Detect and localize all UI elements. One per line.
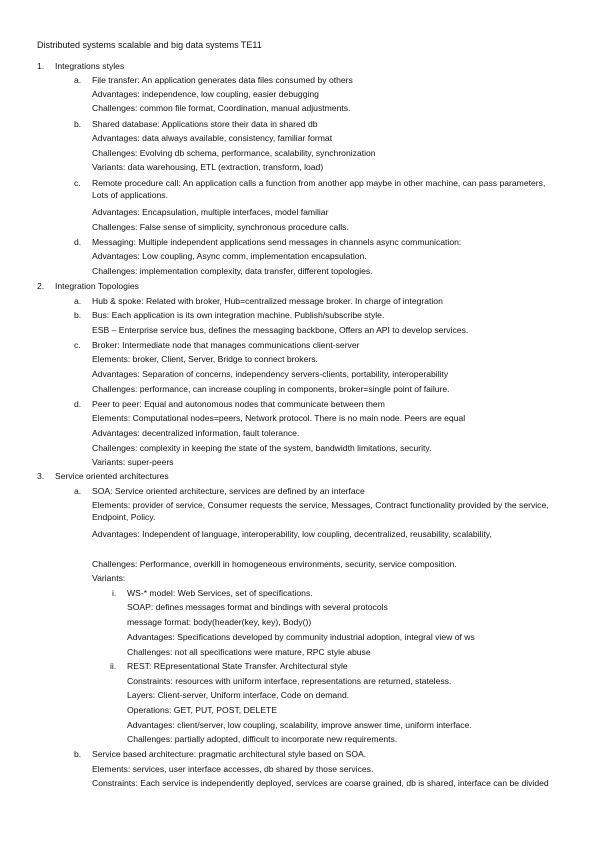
item-line: Advantages: Encapsulation, multiple interfaces, model familiar: [92, 207, 329, 217]
subitem-line: REST: REpresentational State Transfer. Architectural style: [127, 661, 348, 671]
item-line: Advantages: Independent of language, interoperability, low coupling, decentralized, reusability, scalability,: [92, 529, 492, 539]
item-letter: c.: [74, 178, 81, 188]
item-letter: b.: [74, 749, 82, 759]
item-line: Constraints: Each service is independently deployed, services are coarse grained, db is shared, interface can be divided: [92, 778, 549, 788]
section-heading: Service oriented architectures: [55, 471, 169, 481]
item-line: Elements: provider of service, Consumer requests the service, Messages, Contract functionality provided by the service, Endpoint, Policy.: [92, 500, 549, 522]
item-letter: d.: [74, 237, 82, 247]
item-line: Challenges: complexity in keeping the state of the system, bandwidth limitations, security.: [92, 443, 432, 453]
item-line: Variants: super-peers: [92, 457, 174, 467]
item-letter: b.: [74, 310, 82, 320]
subitem-line: Challenges: partially adopted, difficult to incorporate new requirements.: [127, 734, 398, 744]
item-line: Challenges: Evolving db schema, performance, scalability, synchronization: [92, 148, 376, 158]
item-letter: a.: [74, 296, 82, 306]
subitem-line: WS-* model: Web Services, set of specifications.: [127, 588, 313, 598]
item-line: Advantages: Separation of concerns, independency servers-clients, portability, interoperability: [92, 369, 449, 379]
item-line: Challenges: False sense of simplicity, synchronous procedure calls.: [92, 222, 349, 232]
item-line: Peer to peer: Equal and autonomous nodes that communicate between them: [92, 399, 385, 409]
subitem-line: Advantages: Specifications developed by community industrial adoption, integral view of ws: [127, 632, 475, 642]
item-line: Remote procedure call: An application calls a function from another app maybe in other machine, can pass parameters, Lots of applications.: [92, 178, 546, 200]
item-line: SOA: Service oriented architecture, services are defined by an interface: [92, 486, 365, 496]
item-line: Advantages: data always available, consistency, familiar format: [92, 133, 333, 143]
item-line: Hub & spoke: Related with broker, Hub=centralized message broker. In charge of integration: [92, 296, 443, 306]
item-line: Variants:: [92, 573, 126, 583]
section-heading: Integration Topologies: [55, 281, 139, 291]
section-number: 2.: [37, 281, 45, 291]
subitem-line: Challenges: not all specifications were mature, RPC style abuse: [127, 647, 371, 657]
subitem-roman: ii.: [110, 661, 117, 671]
item-line: Shared database: Applications store their data in shared db: [92, 119, 318, 129]
item-line: Elements: services, user interface accesses, db shared by those services.: [92, 764, 374, 774]
item-line: Advantages: decentralized information, fault tolerance.: [92, 428, 300, 438]
item-letter: c.: [74, 340, 81, 350]
subitem-line: Operations: GET, PUT, POST, DELETE: [127, 705, 277, 715]
section-heading: Integrations styles: [55, 61, 125, 71]
item-line: Challenges: performance, can increase coupling in components, broker=single point of failure.: [92, 384, 450, 394]
item-line: ESB – Enterprise service bus, defines the messaging backbone, Offers an API to develop services.: [92, 325, 469, 335]
item-line: Broker: Intermediate node that manages communications client-server: [92, 340, 360, 350]
item-line: Advantages: independence, low coupling, easier debugging: [92, 89, 319, 99]
item-line: Elements: broker, Client, Server, Bridge to connect brokers.: [92, 354, 318, 364]
item-line: Bus: Each application is its own integration machine. Publish/subscribe style.: [92, 310, 385, 320]
item-line: Challenges: implementation complexity, data transfer, different topologies.: [92, 266, 373, 276]
subitem-line: Advantages: client/server, low coupling, scalability, improve answer time, uniform interface.: [127, 720, 472, 730]
item-line: Challenges: Performance, overkill in homogeneous environments, security, service composition.: [92, 559, 457, 569]
subitem-line: message format: body(header(key, key), Body()): [127, 617, 312, 627]
item-line: Challenges: common file format, Coordination, manual adjustments.: [92, 103, 351, 113]
section-number: 1.: [37, 61, 45, 71]
item-line: File transfer: An application generates data files consumed by others: [92, 75, 353, 85]
item-line: Service based architecture: pragmatic architectural style based on SOA.: [92, 749, 367, 759]
item-line: Elements: Computational nodes=peers, Network protocol. There is no main node. Peers are equal: [92, 413, 466, 423]
item-line: Advantages: Low coupling, Async comm, implementation encapsulation.: [92, 251, 367, 261]
item-letter: b.: [74, 119, 82, 129]
item-line: Messaging: Multiple independent applications send messages in channels async communication:: [92, 237, 462, 247]
subitem-line: Constraints: resources with uniform interface, representations are returned, stateless.: [127, 676, 452, 686]
item-line: Variants: data warehousing, ETL (extraction, transform, load): [92, 162, 324, 172]
subitem-roman: i.: [112, 588, 117, 598]
section-number: 3.: [37, 471, 45, 481]
item-letter: d.: [74, 399, 82, 409]
item-letter: a.: [74, 75, 82, 85]
item-letter: a.: [74, 486, 82, 496]
subitem-line: Layers: Client-server, Uniform interface, Code on demand.: [127, 690, 350, 700]
subitem-line: SOAP: defines messages format and bindings with several protocols: [127, 602, 388, 612]
document-title: Distributed systems scalable and big data systems TE11: [37, 40, 262, 50]
